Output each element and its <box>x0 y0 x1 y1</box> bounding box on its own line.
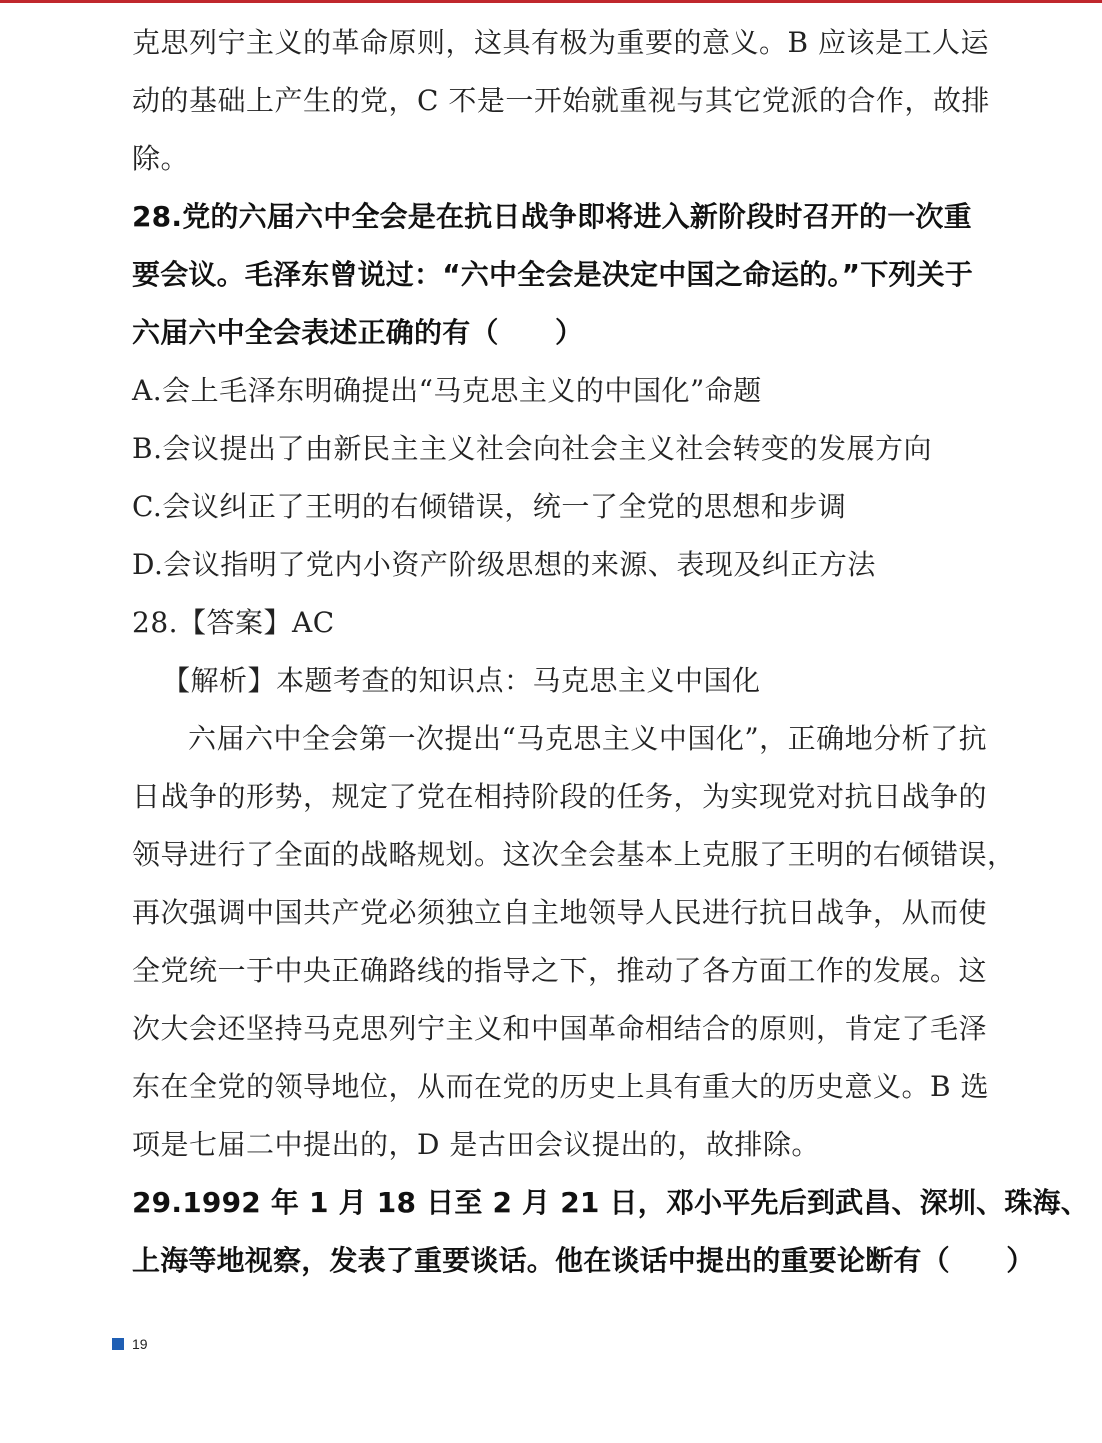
page-number: 19 <box>132 1336 148 1352</box>
document-body <box>132 14 1089 1290</box>
answer-28: 28.【答案】AC <box>132 606 335 639</box>
analysis-line-1: 六届六中全会第一次提出“马克思主义中国化”，正确地分析了抗 <box>188 722 988 755</box>
analysis-line-3: 领导进行了全面的战略规划。这次全会基本上克服了王明的右倾错误， <box>132 838 1016 871</box>
analysis-heading: 【解析】本题考查的知识点：马克思主义中国化 <box>162 664 761 697</box>
top-rule <box>0 0 1102 3</box>
option-b: B.会议提出了由新民主主义社会向社会主义社会转变的发展方向 <box>132 432 932 465</box>
page-footer <box>112 1336 148 1352</box>
question-28-line-1: 28.党的六届六中全会是在抗日战争即将进入新阶段时召开的一次重 <box>132 200 972 233</box>
option-a: A.会上毛泽东明确提出“马克思主义的中国化”命题 <box>132 374 762 407</box>
option-c: C.会议纠正了王明的右倾错误，统一了全党的思想和步调 <box>132 490 847 523</box>
analysis-line-8: 项是七届二中提出的，D 是古田会议提出的，故排除。 <box>132 1128 820 1161</box>
question-29-line-2: 上海等地视察，发表了重要谈话。他在谈话中提出的重要论断有（ ） <box>132 1244 1035 1277</box>
analysis-line-4: 再次强调中国共产党必须独立自主地领导人民进行抗日战争，从而使 <box>132 896 988 929</box>
analysis-line-5: 全党统一于中央正确路线的指导之下，推动了各方面工作的发展。这 <box>132 954 988 987</box>
question-28-line-2: 要会议。毛泽东曾说过：“六中全会是决定中国之命运的。”下列关于 <box>132 258 974 291</box>
footer-square-icon <box>112 1338 124 1350</box>
analysis-line-2: 日战争的形势，规定了党在相持阶段的任务，为实现党对抗日战争的 <box>132 780 988 813</box>
option-d: D.会议指明了党内小资产阶级思想的来源、表现及纠正方法 <box>132 548 876 581</box>
text-line-3: 除。 <box>132 142 190 175</box>
analysis-line-6: 次大会还坚持马克思列宁主义和中国革命相结合的原则，肯定了毛泽 <box>132 1012 988 1045</box>
analysis-line-7: 东在全党的领导地位，从而在党的历史上具有重大的历史意义。B 选 <box>132 1070 989 1103</box>
question-28-line-3: 六届六中全会表述正确的有（ ） <box>132 316 584 349</box>
text-line-1: 克思列宁主义的革命原则，这具有极为重要的意义。B 应该是工人运 <box>132 26 989 59</box>
text-line-2: 动的基础上产生的党，C 不是一开始就重视与其它党派的合作，故排 <box>132 84 990 117</box>
question-29-line-1: 29.1992 年 1 月 18 日至 2 月 21 日，邓小平先后到武昌、深圳、珠海、 <box>132 1186 1089 1219</box>
